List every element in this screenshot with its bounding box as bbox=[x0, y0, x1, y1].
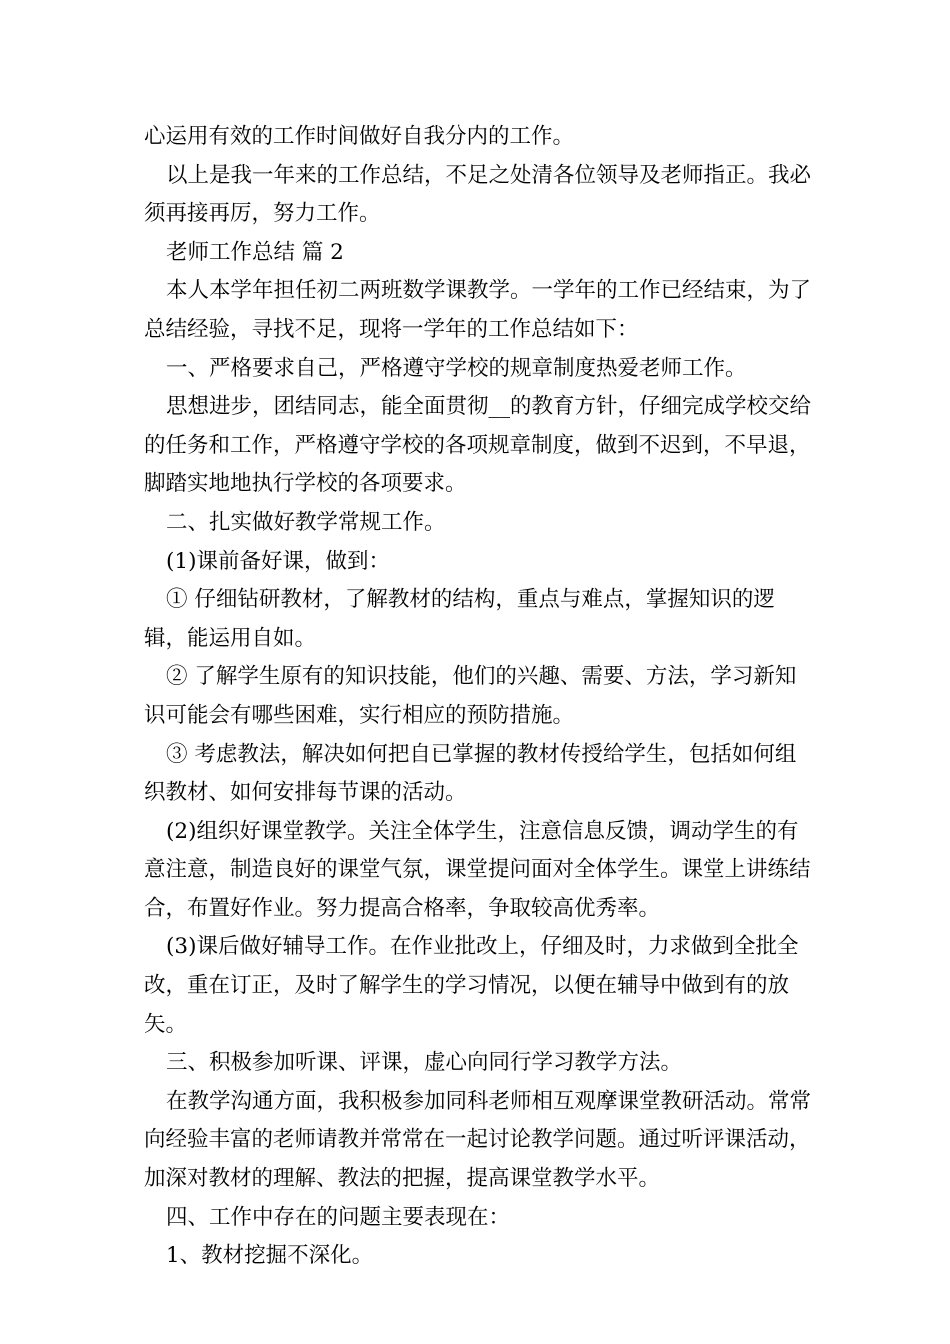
section-heading: 三、积极参加听课、评课，虚心向同行学习教学方法。 bbox=[166, 1050, 683, 1076]
list-item: 1、教材挖掘不深化。 bbox=[166, 1243, 374, 1269]
paragraph: 思想进步，团结同志，能全面贯彻__的教育方针，仔细完成学校交给的任务和工作，严格遵守学校的各项规章制度，做到不迟到，不早退，脚踏实地地执行学校的各项要求。 bbox=[144, 394, 812, 497]
paragraph: 本人本学年担任初二两班数学课教学。一学年的工作已经结束，为了总结经验，寻找不足，现将一学年的工作总结如下： bbox=[144, 278, 812, 342]
list-item: (1)课前备好课，做到： bbox=[166, 548, 390, 574]
document-body bbox=[144, 118, 812, 1276]
list-item: (3)课后做好辅导工作。在作业批改上，仔细及时，力求做到全批全改，重在订正，及时了解学生的学习情况，以便在辅导中做到有的放矢。 bbox=[144, 934, 799, 1037]
section-heading: 四、工作中存在的问题主要表现在： bbox=[166, 1204, 511, 1230]
section-heading: 二、扎实做好教学常规工作。 bbox=[166, 509, 446, 535]
list-item: (2)组织好课堂教学。关注全体学生，注意信息反馈，调动学生的有意注意，制造良好的课堂气氛，课堂提问面对全体学生。课堂上讲练结合，布置好作业。努力提高合格率，争取较高优秀率。 bbox=[144, 818, 811, 921]
list-item: ① 仔细钻研教材，了解教材的结构，重点与难点，掌握知识的逻辑，能运用自如。 bbox=[144, 587, 775, 651]
list-item: ③ 考虑教法，解决如何把自已掌握的教材传授给学生，包括如何组织教材、如何安排每节课的活动。 bbox=[144, 741, 797, 806]
section-heading: 老师工作总结 篇 2 bbox=[166, 239, 344, 265]
paragraph: 心运用有效的工作时间做好自我分内的工作。 bbox=[144, 124, 575, 149]
list-item: ② 了解学生原有的知识技能，他们的兴趣、需要、方法，学习新知识可能会有哪些困难，实行相应的预防措施。 bbox=[144, 664, 797, 728]
section-heading: 一、严格要求自己，严格遵守学校的规章制度热爱老师工作。 bbox=[166, 355, 747, 381]
paragraph: 在教学沟通方面，我积极参加同科老师相互观摩课堂教研活动。常常向经验丰富的老师请教并常常在一起讨论教学问题。通过听评课活动，加深对教材的理解、教法的把握，提高课堂教学水平。 bbox=[144, 1088, 812, 1192]
paragraph: 以上是我一年来的工作总结，不足之处清各位领导及老师指正。我必须再接再厉，努力工作。 bbox=[144, 162, 812, 227]
